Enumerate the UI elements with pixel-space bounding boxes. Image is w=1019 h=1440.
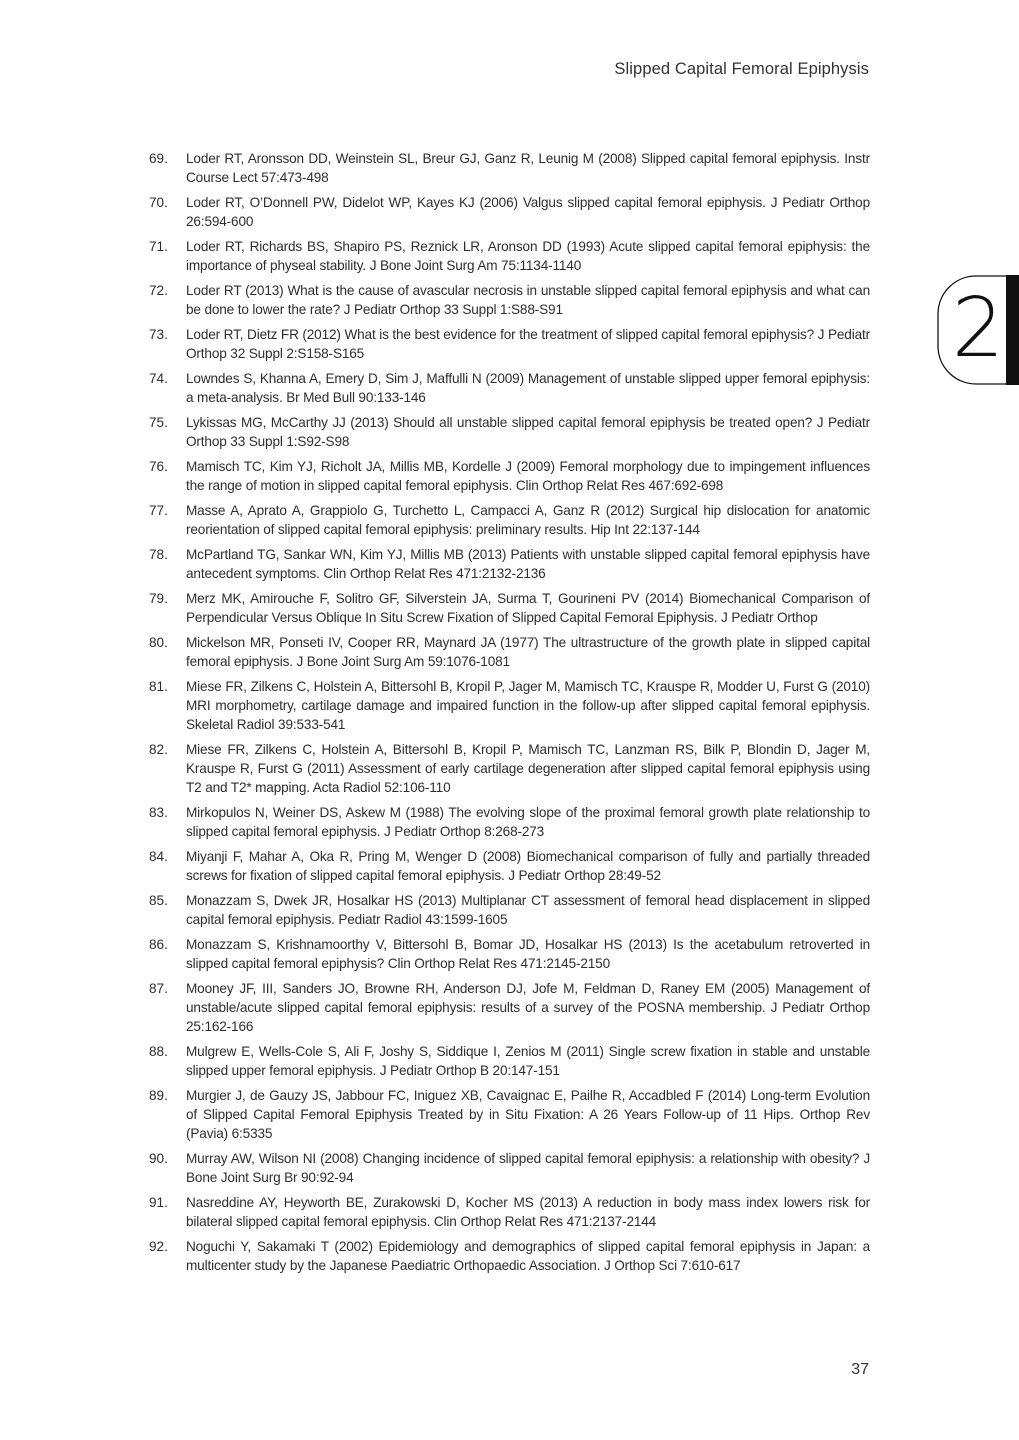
reference-item xyxy=(140,193,870,231)
reference-number: 81. xyxy=(149,679,168,694)
reference-number: 79. xyxy=(149,591,168,606)
reference-number: 86. xyxy=(149,937,168,952)
reference-text: Masse A, Aprato A, Grappiolo G, Turchetto L, Campacci A, Ganz R (2012) Surgical hip dislocation for anatomic reorientation of slipped capital femoral epiphysis: preliminary results. Hip Int 22:137-144 xyxy=(186,503,870,537)
reference-text: Miyanji F, Mahar A, Oka R, Pring M, Wenger D (2008) Biomechanical comparison of fully and partially threaded screws for fixation of slipped capital femoral epiphysis. J Pediatr Orthop 28:49-52 xyxy=(186,849,870,883)
chapter-number: 2 xyxy=(951,281,1005,376)
reference-number: 76. xyxy=(149,459,168,474)
reference-text: Miese FR, Zilkens C, Holstein A, Bittersohl B, Kropil P, Mamisch TC, Lanzman RS, Bilk P, Blondin D, Jager M, Krauspe R, Furst G (2011) Assessment of early cartilage degeneration after slipped capital femoral epiphysis using T2 and T2* mapping. Acta Radiol 52:106-110 xyxy=(186,742,870,795)
reference-number: 75. xyxy=(149,415,168,430)
running-header: Slipped Capital Femoral Epiphysis xyxy=(614,60,869,78)
reference-text: Loder RT, O’Donnell PW, Didelot WP, Kayes KJ (2006) Valgus slipped capital femoral epiphysis. J Pediatr Orthop 26:594-600 xyxy=(186,195,870,229)
reference-number: 92. xyxy=(149,1239,168,1254)
reference-text: Noguchi Y, Sakamaki T (2002) Epidemiology and demographics of slipped capital femoral epiphysis in Japan: a multicenter study by the Japanese Paediatric Orthopaedic Association. J Orthop Sci 7:610-617 xyxy=(186,1239,870,1273)
reference-item xyxy=(140,1149,870,1187)
reference-item xyxy=(140,149,870,187)
reference-number: 91. xyxy=(149,1195,168,1210)
reference-text: Mulgrew E, Wells-Cole S, Ali F, Joshy S, Siddique I, Zenios M (2011) Single screw fixation in stable and unstable slipped upper femoral epiphysis. J Pediatr Orthop B 20:147-151 xyxy=(186,1044,870,1078)
reference-list xyxy=(140,149,870,1281)
reference-number: 70. xyxy=(149,195,168,210)
page-number: 37 xyxy=(851,1361,869,1378)
reference-text: Monazzam S, Krishnamoorthy V, Bittersohl B, Bomar JD, Hosalkar HS (2013) Is the acetabulum retroverted in slipped capital femoral epiphysis? Clin Orthop Relat Res 471:2145-2150 xyxy=(186,937,870,971)
reference-item xyxy=(140,457,870,495)
reference-number: 71. xyxy=(149,239,168,254)
reference-number: 87. xyxy=(149,981,168,996)
reference-item xyxy=(140,369,870,407)
reference-number: 80. xyxy=(149,635,168,650)
reference-text: Monazzam S, Dwek JR, Hosalkar HS (2013) Multiplanar CT assessment of femoral head displacement in slipped capital femoral epiphysis. Pediatr Radiol 43:1599-1605 xyxy=(186,893,870,927)
reference-text: Murray AW, Wilson NI (2008) Changing incidence of slipped capital femoral epiphysis: a relationship with obesity? J Bone Joint Surg Br 90:92-94 xyxy=(186,1151,870,1185)
reference-text: Miese FR, Zilkens C, Holstein A, Bittersohl B, Kropil P, Jager M, Mamisch TC, Krauspe R, Modder U, Furst G (2010) MRI morphometry, cartilage damage and impaired function in the follow-up after slipped capital femoral epiphysis. Skeletal Radiol 39:533-541 xyxy=(186,679,870,732)
reference-text: Lowndes S, Khanna A, Emery D, Sim J, Maffulli N (2009) Management of unstable slipped upper femoral epiphysis: a meta-analysis. Br Med Bull 90:133-146 xyxy=(186,371,870,405)
reference-item xyxy=(140,633,870,671)
reference-item xyxy=(140,589,870,627)
reference-item xyxy=(140,325,870,363)
reference-item xyxy=(140,281,870,319)
reference-number: 89. xyxy=(149,1088,168,1103)
reference-item xyxy=(140,740,870,797)
reference-text: Nasreddine AY, Heyworth BE, Zurakowski D, Kocher MS (2013) A reduction in body mass index lowers risk for bilateral slipped capital femoral epiphysis. Clin Orthop Relat Res 471:2137-2144 xyxy=(186,1195,870,1229)
reference-item xyxy=(140,891,870,929)
reference-text: Loder RT (2013) What is the cause of avascular necrosis in unstable slipped capital femoral epiphysis and what can be done to lower the rate? J Pediatr Orthop 33 Suppl 1:S88-S91 xyxy=(186,283,870,317)
reference-item xyxy=(140,847,870,885)
reference-text: McPartland TG, Sankar WN, Kim YJ, Millis MB (2013) Patients with unstable slipped capital femoral epiphysis have antecedent symptoms. Clin Orthop Relat Res 471:2132-2136 xyxy=(186,547,870,581)
reference-number: 73. xyxy=(149,327,168,342)
reference-item xyxy=(140,413,870,451)
reference-number: 90. xyxy=(149,1151,168,1166)
reference-number: 78. xyxy=(149,547,168,562)
reference-text: Murgier J, de Gauzy JS, Jabbour FC, Iniguez XB, Cavaignac E, Pailhe R, Accadbled F (2014) Long-term Evolution of Slipped Capital Femoral Epiphysis Treated by in Situ Fixation: A 26 Years Follow-up of 11 Hips. Orthop Rev (Pavia) 6:5335 xyxy=(186,1088,870,1141)
reference-item xyxy=(140,1193,870,1231)
reference-text: Loder RT, Richards BS, Shapiro PS, Reznick LR, Aronson DD (1993) Acute slipped capital femoral epiphysis: the importance of physeal stability. J Bone Joint Surg Am 75:1134-1140 xyxy=(186,239,870,273)
reference-item xyxy=(140,803,870,841)
reference-text: Mickelson MR, Ponseti IV, Cooper RR, Maynard JA (1977) The ultrastructure of the growth plate in slipped capital femoral epiphysis. J Bone Joint Surg Am 59:1076-1081 xyxy=(186,635,870,669)
reference-item xyxy=(140,979,870,1036)
reference-item xyxy=(140,545,870,583)
reference-item xyxy=(140,237,870,275)
reference-item xyxy=(140,501,870,539)
reference-item xyxy=(140,935,870,973)
reference-number: 83. xyxy=(149,805,168,820)
reference-item xyxy=(140,1042,870,1080)
reference-text: Loder RT, Dietz FR (2012) What is the best evidence for the treatment of slipped capital femoral epiphysis? J Pediatr Orthop 32 Suppl 2:S158-S165 xyxy=(186,327,870,361)
reference-number: 85. xyxy=(149,893,168,908)
reference-item xyxy=(140,1237,870,1275)
reference-text: Mamisch TC, Kim YJ, Richolt JA, Millis MB, Kordelle J (2009) Femoral morphology due to impingement influences the range of motion in slipped capital femoral epiphysis. Clin Orthop Relat Res 467:692-698 xyxy=(186,459,870,493)
reference-number: 77. xyxy=(149,503,168,518)
reference-number: 74. xyxy=(149,371,168,386)
reference-item xyxy=(140,1086,870,1143)
reference-text: Loder RT, Aronsson DD, Weinstein SL, Breur GJ, Ganz R, Leunig M (2008) Slipped capital femoral epiphysis. Instr Course Lect 57:473-498 xyxy=(186,151,870,185)
reference-text: Merz MK, Amirouche F, Solitro GF, Silverstein JA, Surma T, Gourineni PV (2014) Biomechanical Comparison of Perpendicular Versus Oblique In Situ Screw Fixation of Slipped Capital Femoral Epiphysis. J Pediatr Orthop xyxy=(186,591,870,625)
reference-number: 72. xyxy=(149,283,168,298)
reference-number: 88. xyxy=(149,1044,168,1059)
reference-text: Mirkopulos N, Weiner DS, Askew M (1988) The evolving slope of the proximal femoral growth plate relationship to slipped capital femoral epiphysis. J Pediatr Orthop 8:268-273 xyxy=(186,805,870,839)
reference-text: Lykissas MG, McCarthy JJ (2013) Should all unstable slipped capital femoral epiphysis be treated open? J Pediatr Orthop 33 Suppl 1:S92-S98 xyxy=(186,415,870,449)
reference-text: Mooney JF, III, Sanders JO, Browne RH, Anderson DJ, Jofe M, Feldman D, Raney EM (2005) Management of unstable/acute slipped capital femoral epiphysis: results of a survey of the POSNA membership. J Pediatr Orthop 25:162-166 xyxy=(186,981,870,1034)
reference-number: 69. xyxy=(149,151,168,166)
reference-number: 84. xyxy=(149,849,168,864)
reference-number: 82. xyxy=(149,742,168,757)
reference-item xyxy=(140,677,870,734)
